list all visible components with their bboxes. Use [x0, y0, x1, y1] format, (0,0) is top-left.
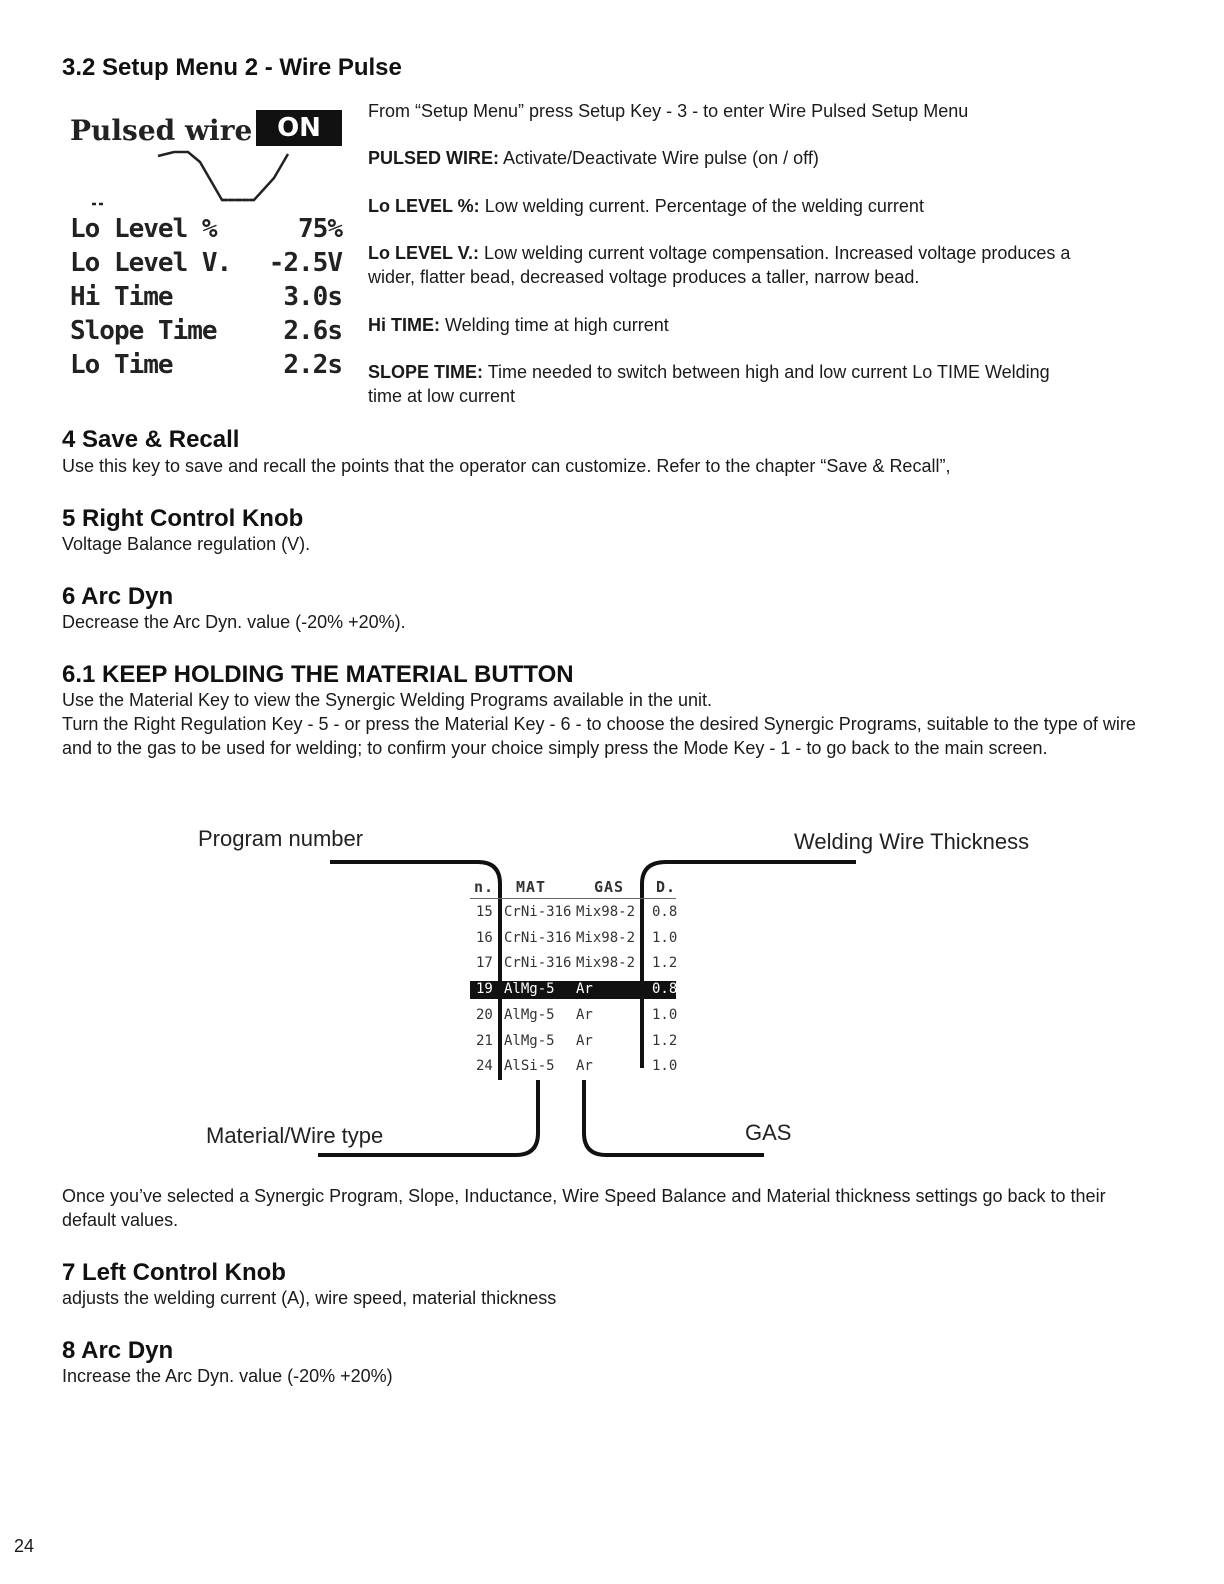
- header-mat: MAT: [516, 878, 547, 896]
- desc-term: Lo LEVEL V.:: [368, 243, 480, 263]
- header-d: D.: [656, 878, 677, 896]
- section-title-5: 5 Right Control Knob: [62, 505, 304, 532]
- label-material-type: Material/Wire type: [206, 1123, 384, 1148]
- lcd-row-label: Lo Level V.: [70, 248, 232, 278]
- table-cell-gas: Ar: [576, 1032, 593, 1049]
- table-cell-gas: Mix98-2: [576, 955, 636, 972]
- desc-term: Hi TIME:: [368, 315, 440, 335]
- pulsed-state-badge: ON: [256, 110, 342, 146]
- lcd-row-value: -2.5V: [268, 248, 342, 278]
- desc-text: Time needed to switch between high and low current Lo TIME Welding time at low current: [368, 362, 1050, 406]
- lcd-row-label: Lo Level %: [70, 214, 217, 244]
- lcd-row-label: Slope Time: [70, 316, 217, 346]
- header-gas: GAS: [594, 878, 625, 896]
- lcd-row-label: Hi Time: [70, 282, 173, 312]
- table-cell-d: 0.8: [652, 981, 678, 998]
- lcd-row-value: 2.6s: [283, 316, 342, 346]
- label-program-number: Program number: [198, 826, 364, 851]
- table-cell-gas: Ar: [576, 981, 593, 998]
- section-title-8: 8 Arc Dyn: [62, 1337, 174, 1364]
- section-5-text: Voltage Balance regulation (V).: [62, 534, 311, 554]
- section-6-text: Decrease the Arc Dyn. value (-20% +20%).: [62, 612, 406, 632]
- section-4-text: Use this key to save and recall the points that the operator can customize. Refer to the chapter “Save & Recall”,: [62, 456, 951, 476]
- header-n: n.: [474, 878, 495, 896]
- section-title-7: 7 Left Control Knob: [62, 1259, 286, 1286]
- table-cell-d: 1.2: [652, 1032, 678, 1049]
- table-cell-mat: AlMg-5: [504, 1006, 555, 1023]
- table-cell-d: 0.8: [652, 904, 678, 920]
- page-number: 24: [14, 1536, 35, 1556]
- section-6-1-line2: Turn the Right Regulation Key - 5 - or press the Material Key - 6 - to choose the desired Synergic Programs, suitable to the type of wire and to the gas to be used for welding; to confirm your choice simply press the Mode Key - 1 - to go back to the main screen.: [62, 714, 1136, 758]
- section-6-1-line1: Use the Material Key to view the Synergic Welding Programs available in the unit.: [62, 690, 712, 710]
- desc-text: Activate/Deactivate Wire pulse (on / off): [499, 148, 819, 168]
- lcd-row-value: 3.0s: [283, 282, 342, 312]
- section-title-6: 6 Arc Dyn: [62, 583, 174, 610]
- section-7-text: adjusts the welding current (A), wire speed, material thickness: [62, 1288, 557, 1308]
- table-cell-mat: CrNi-316: [504, 904, 572, 920]
- table-cell-mat: AlMg-5: [504, 1032, 555, 1049]
- desc-term: SLOPE TIME:: [368, 362, 484, 382]
- setup-intro: From “Setup Menu” press Setup Key - 3 - to enter Wire Pulsed Setup Menu: [368, 101, 969, 121]
- label-gas: GAS: [745, 1120, 792, 1145]
- table-cell-gas: Mix98-2: [576, 904, 636, 920]
- table-cell-d: 1.0: [652, 1006, 678, 1023]
- section-title-4: 4 Save & Recall: [62, 426, 240, 453]
- desc-term: Lo LEVEL %:: [368, 196, 480, 216]
- table-cell-n: 19: [476, 981, 493, 998]
- pulsed-wire-label: Pulsed wire: [70, 114, 253, 147]
- table-cell-gas: Ar: [576, 1006, 593, 1023]
- after-table-text: Once you’ve selected a Synergic Program, Slope, Inductance, Wire Speed Balance and Material thickness settings go back to their default values.: [62, 1186, 1106, 1230]
- section-title-6-1: 6.1 KEEP HOLDING THE MATERIAL BUTTON: [62, 661, 574, 688]
- table-cell-mat: CrNi-316: [504, 955, 572, 972]
- program-table: [470, 874, 680, 1084]
- table-cell-mat: AlMg-5: [504, 981, 555, 998]
- table-cell-n: 17: [476, 955, 493, 972]
- table-cell-n: 21: [476, 1032, 493, 1049]
- desc-text: Low welding current. Percentage of the welding current: [479, 196, 924, 216]
- table-cell-mat: CrNi-316: [504, 929, 572, 946]
- table-cell-gas: Ar: [576, 1058, 593, 1075]
- table-cell-n: 15: [476, 904, 493, 920]
- table-cell-d: 1.0: [652, 1058, 678, 1075]
- section-8-text: Increase the Arc Dyn. value (-20% +20%): [62, 1366, 393, 1386]
- lcd-row-value: 75%: [298, 214, 342, 244]
- table-cell-d: 1.2: [652, 955, 678, 972]
- desc-text: Welding time at high current: [440, 315, 669, 335]
- selected-row-highlight: [470, 981, 676, 999]
- label-wire-thickness: Welding Wire Thickness: [794, 829, 1030, 854]
- desc-term: PULSED WIRE:: [368, 148, 500, 168]
- table-cell-mat: AlSi-5: [504, 1058, 555, 1075]
- table-cell-gas: Mix98-2: [576, 929, 636, 946]
- section-title-3-2: 3.2 Setup Menu 2 - Wire Pulse: [62, 54, 402, 81]
- table-cell-n: 16: [476, 929, 493, 946]
- lcd-row-label: Lo Time: [70, 350, 173, 380]
- table-cell-d: 1.0: [652, 929, 678, 946]
- lcd-row-value: 2.2s: [283, 350, 342, 380]
- desc-text: Low welding current voltage compensation. Increased voltage produces a wider, flatter bead, decreased voltage produces a taller, narrow bead.: [368, 243, 1071, 287]
- table-cell-n: 24: [476, 1058, 493, 1075]
- table-cell-n: 20: [476, 1006, 493, 1023]
